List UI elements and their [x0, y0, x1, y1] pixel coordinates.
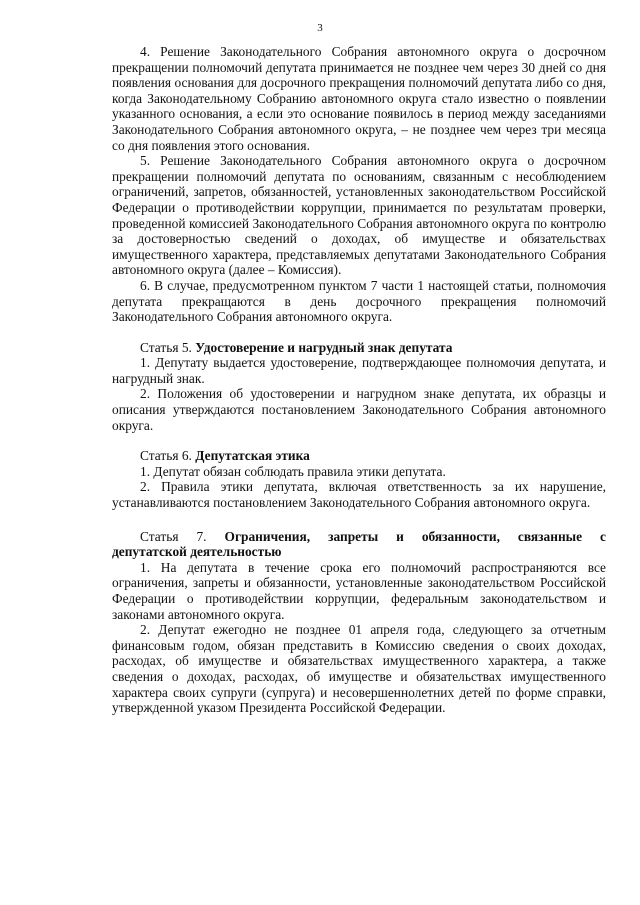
- document-body: [112, 44, 606, 716]
- article5-heading: [112, 340, 606, 356]
- article5-item1: 1. Депутату выдается удостоверение, подтверждающее полномочия депутата, и нагрудный знак.: [112, 355, 606, 386]
- article7-heading: [112, 529, 606, 545]
- article6-title: Депутатская этика: [195, 448, 310, 464]
- article6-item1: 1. Депутат обязан соблюдать правила этики депутата.: [140, 463, 446, 479]
- article6-heading: [112, 448, 606, 464]
- paragraph-article4-item4: 4. Решение Законодательного Собрания автономного округа о досрочном прекращении полномочий депутата принимается не позднее чем через 30 дней со дня появления основания для досрочного прекращения полномочий депутата либо со дня, когда Законодательному Собранию автономного округа стало известно о появлении указанного основания, а если это основание появилось в период между заседаниями Законодательного Собрания автономного округа, – не позднее чем через три месяца со дня появления этого основания.: [112, 44, 606, 153]
- article7-heading-cont: [112, 544, 606, 560]
- article6-item2: 2. Правила этики депутата, включая ответственность за их нарушение, устанавливаются постановлением Законодательного Собрания автономного округа.: [112, 479, 606, 511]
- article7-item2: 2. Депутат ежегодно не позднее 01 апреля года, следующего за отчетным финансовым годом, обязан представить в Комиссию сведения о своих доходах, расходах, об имуществе и обязательствах имущественного характера, а также сведения о доходах, расходах, об имуществе и обязательствах имущественного характера своих супруги (супруга) и несовершеннолетних детей по форме справки, утвержденной указом Президента Российской Федерации.: [112, 622, 606, 716]
- article5-prefix: Статья 5.: [140, 339, 192, 355]
- page-number: 3: [317, 22, 323, 34]
- article5-title: Удостоверение и нагрудный знак депутата: [195, 339, 453, 355]
- spacer: [112, 511, 606, 529]
- article7-title-line1: Ограничения, запреты и обязанности, связанные с: [224, 528, 606, 544]
- article6-prefix: Статья 6.: [140, 448, 192, 464]
- article7-item1: 1. На депутата в течение срока его полномочий распространяются все ограничения, запреты и обязанности, установленные законодательством Российской Федерации о противодействии коррупции, федеральным законодательством и законами автономного округа.: [112, 559, 606, 622]
- article7-title-line2: депутатской деятельностью: [112, 544, 282, 560]
- paragraph-article4-item6: 6. В случае, предусмотренном пунктом 7 части 1 настоящей статьи, полномочия депутата прекращаются в день досрочного прекращения полномочий Законодательного Собрания автономного округа.: [112, 277, 606, 325]
- article7-prefix: Статья 7.: [140, 528, 207, 544]
- spacer: [112, 433, 606, 448]
- paragraph-article4-item5: 5. Решение Законодательного Собрания автономного округа о досрочном прекращении полномочий депутата по основаниям, связанным с несоблюдением ограничений, запретов, обязанностей, установленных законодательством Российской Федерации о противодействии коррупции, принимается по результатам проверки, проведенной комиссией Законодательного Собрания автономного округа по контролю за достоверностью сведений о доходах, об имуществе и обязательствах имущественного характера, представляемых депутатами Законодательного Собрания автономного округа (далее – Комиссия).: [112, 153, 606, 278]
- spacer: [112, 325, 606, 340]
- article5-item2: 2. Положения об удостоверении и нагрудном знаке депутата, их образцы и описания утверждаются постановлением Законодательного Собрания автономного округа.: [112, 386, 606, 433]
